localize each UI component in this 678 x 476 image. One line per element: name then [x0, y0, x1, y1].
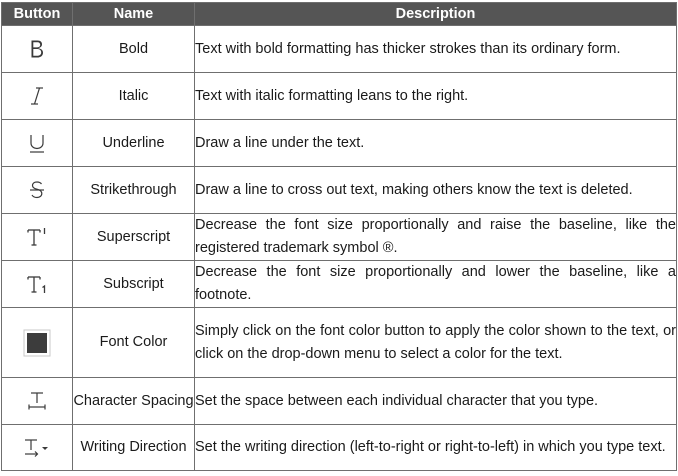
table-row	[2, 261, 677, 308]
row-description: Draw a line under the text.	[195, 120, 677, 167]
row-description: Draw a line to cross out text, making others know the text is deleted.	[195, 167, 677, 214]
toolbar-reference-table	[1, 2, 677, 471]
italic-icon	[27, 85, 47, 107]
row-description: Text with italic formatting leans to the right.	[195, 73, 677, 120]
table-row	[2, 120, 677, 167]
font-color-icon	[23, 329, 51, 357]
table-row	[2, 167, 677, 214]
row-description: Set the writing direction (left-to-right or right-to-left) in which you type text.	[195, 425, 677, 471]
header-button: Button	[2, 3, 73, 26]
row-description: Simply click on the font color button to apply the color shown to the text, or click on the drop-down menu to select a color for the text.	[195, 308, 677, 378]
row-description: Set the space between each individual character that you type.	[195, 378, 677, 425]
header-name: Name	[73, 3, 195, 26]
table-row	[2, 26, 677, 73]
table-row	[2, 214, 677, 261]
header-description: Description	[195, 3, 677, 26]
table-row	[2, 73, 677, 120]
row-name: Strikethrough	[73, 167, 195, 214]
underline-icon	[27, 132, 47, 154]
strikethrough-icon	[27, 179, 47, 201]
table-row	[2, 308, 677, 378]
row-description: Decrease the font size proportionally and lower the baseline, like a footnote.	[195, 261, 677, 308]
subscript-icon	[26, 273, 48, 295]
table-row	[2, 378, 677, 425]
writing-direction-icon	[23, 437, 51, 459]
superscript-icon	[26, 226, 48, 248]
row-name: Superscript	[73, 214, 195, 261]
row-name: Writing Direction	[73, 425, 195, 471]
row-description: Text with bold formatting has thicker strokes than its ordinary form.	[195, 26, 677, 73]
character-spacing-icon	[26, 390, 48, 412]
row-name: Italic	[73, 73, 195, 120]
row-name: Bold	[73, 26, 195, 73]
table-row	[2, 425, 677, 471]
row-name: Underline	[73, 120, 195, 167]
bold-icon	[27, 38, 47, 60]
row-name: Character Spacing	[73, 378, 195, 425]
row-name: Subscript	[73, 261, 195, 308]
header-row	[2, 3, 677, 26]
row-name: Font Color	[73, 308, 195, 378]
row-description: Decrease the font size proportionally and raise the baseline, like the registered trademark symbol ®.	[195, 214, 677, 261]
